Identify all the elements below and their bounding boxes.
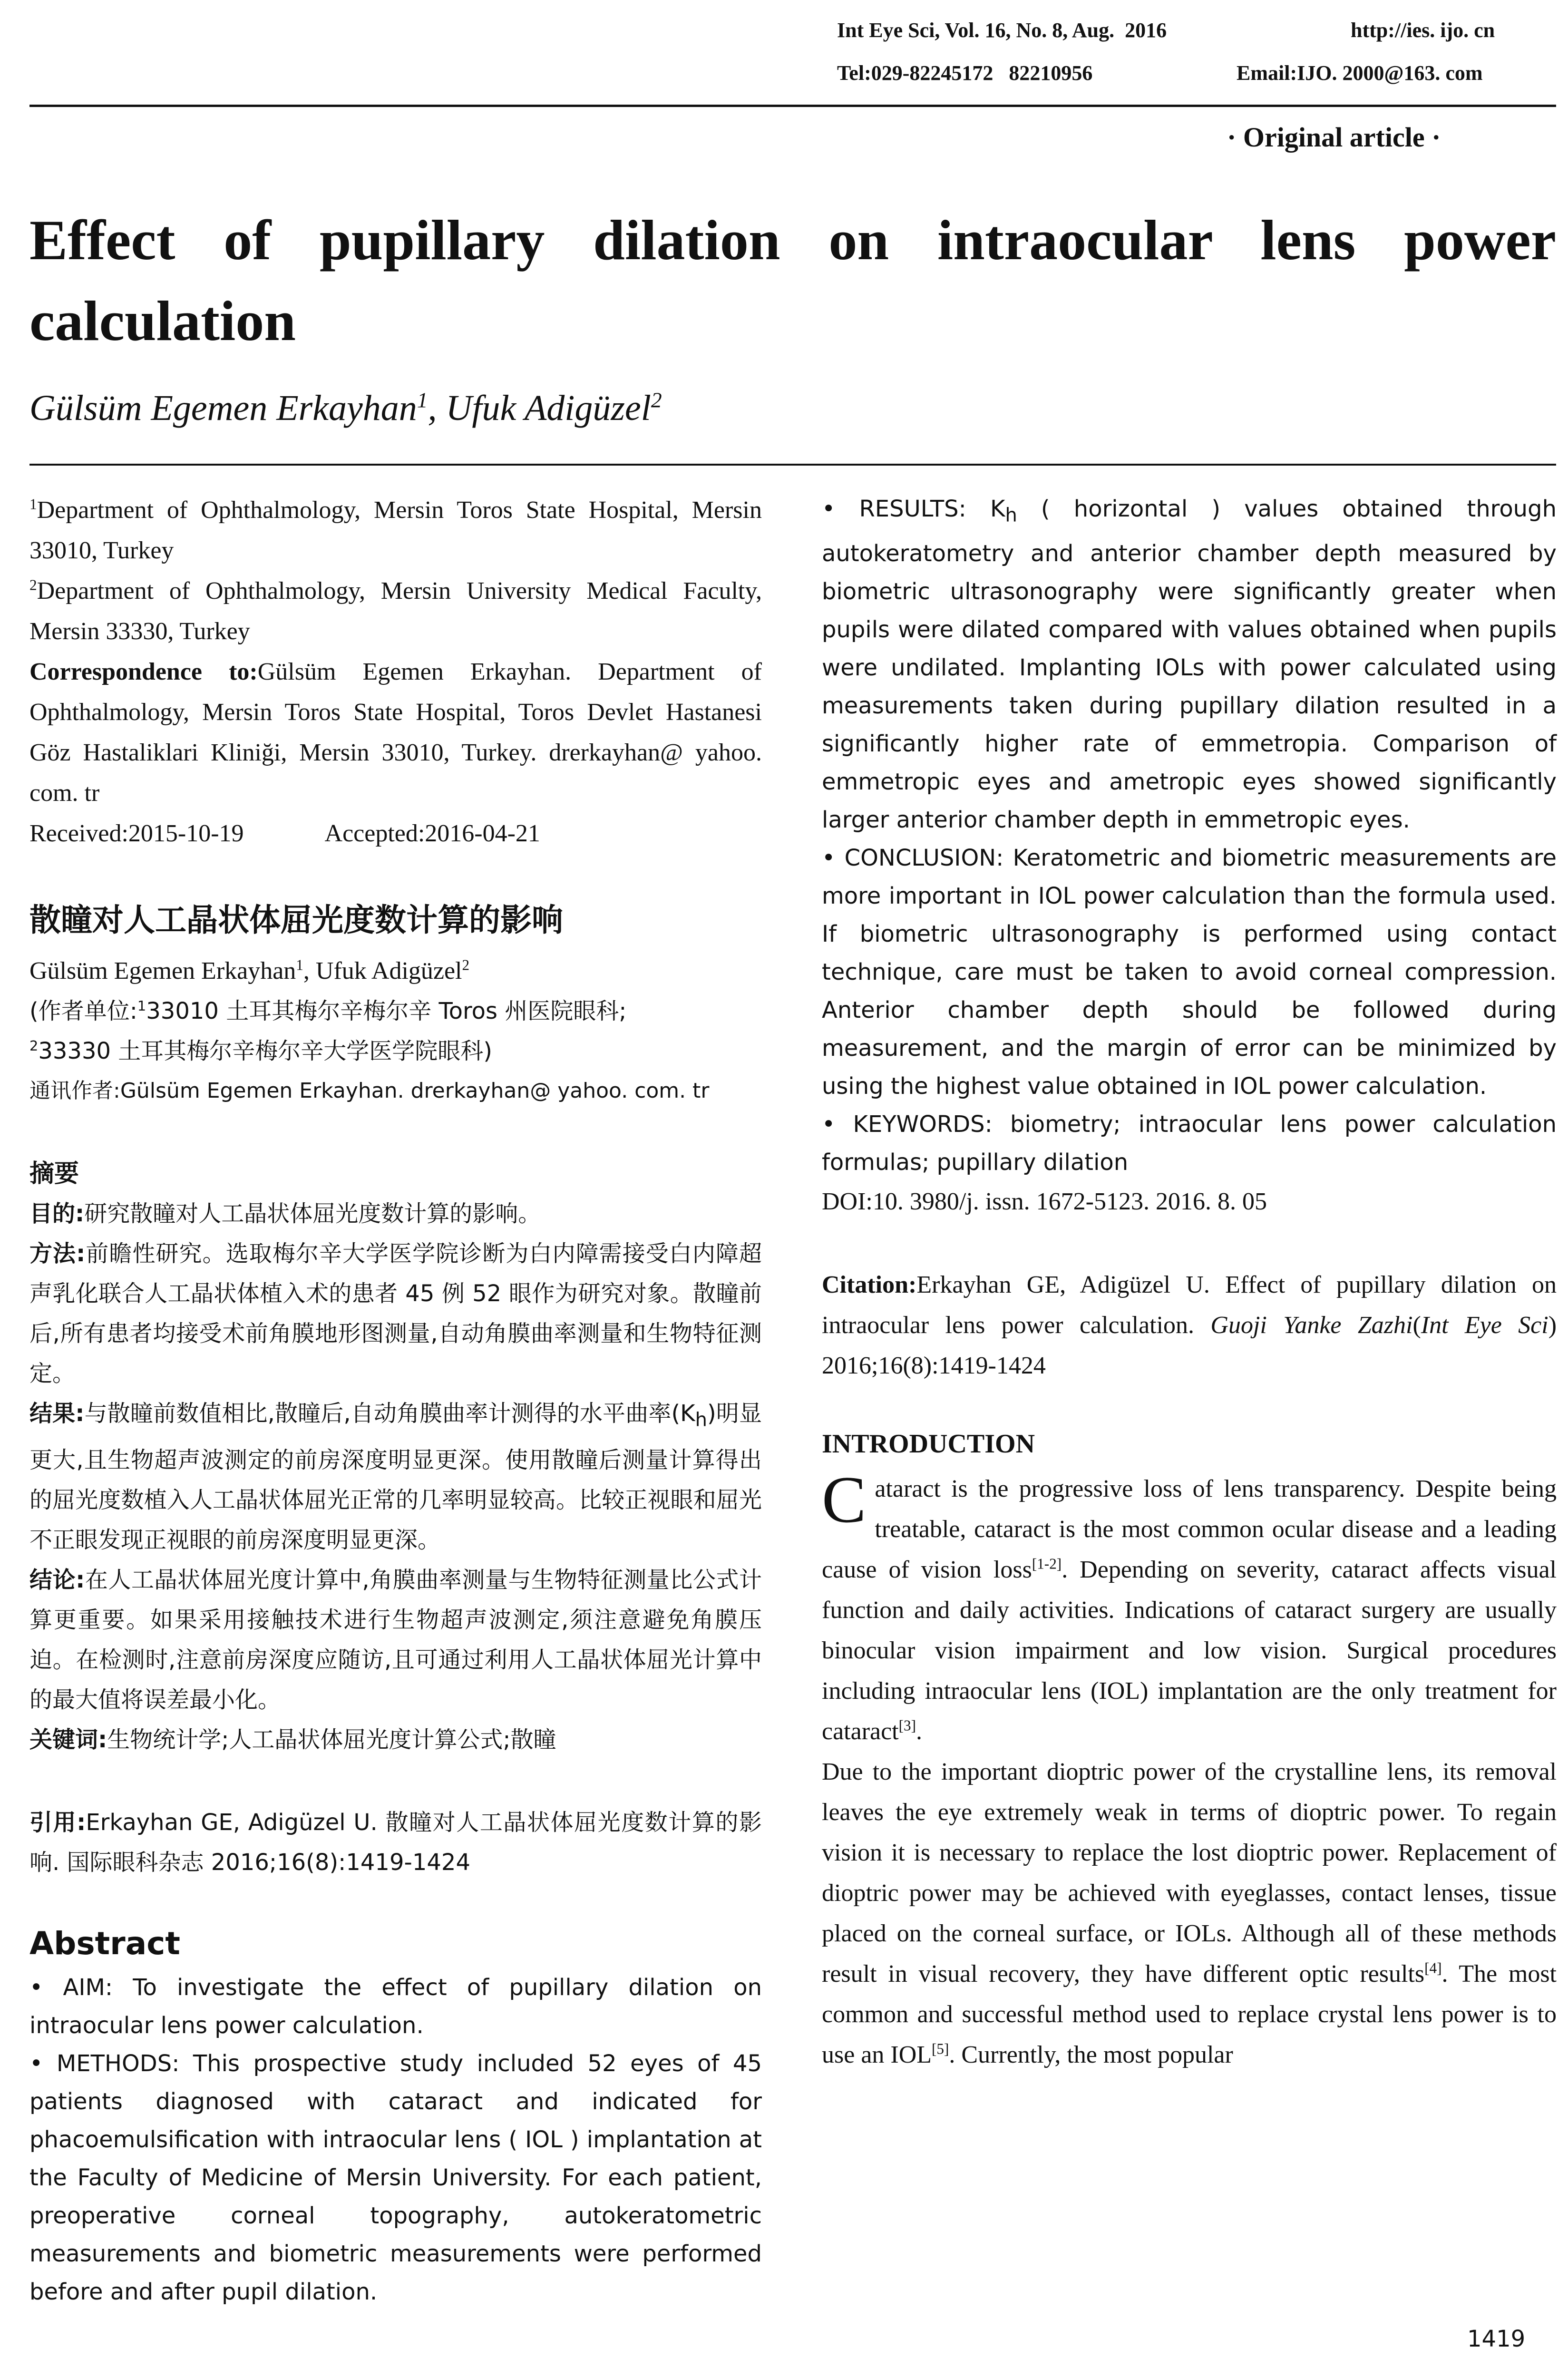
abstract-aim: • AIM: To investigate the effect of pupillary dilation on intraocular lens power calculation.: [29, 1974, 762, 2039]
journal-header-email: Email:IJO. 2000@163. com: [1237, 61, 1483, 85]
intro-p2-b: . The most common and successful method used to replace crystal lens power is to use an IOL: [822, 1960, 1557, 2068]
chinese-conclusion: [29, 1560, 762, 1720]
author-separator: ,: [428, 388, 446, 428]
chinese-affil-2: 33330 土耳其梅尔辛梅尔辛大学医学院眼科): [38, 1038, 493, 1064]
chinese-keywords-label: 关键词:: [29, 1726, 107, 1753]
affiliation-2: [29, 571, 762, 652]
abstract-conclusion: • CONCLUSION: Keratometric and biometric measurements are more important in IOL power calculation than the formula used. If biometric ultrasonography is performed using contact technique, care must be taken to avoid corneal compression. Anterior chamber depth should be followed during measurement, and the margin of error can be minimized by using the highest value obtained in IOL power calculation.: [822, 844, 1557, 1100]
chinese-citation: [29, 1802, 762, 1882]
intro-p2-c: . Currently, the most popular: [949, 2041, 1233, 2068]
chinese-authors: [29, 951, 762, 991]
chinese-methods-label: 方法:: [29, 1240, 86, 1267]
chinese-affiliations: [29, 991, 762, 1071]
affiliation-1-text: Department of Ophthalmology, Mersin Toros State Hospital, Mersin 33010, Turkey: [29, 497, 762, 564]
chinese-abstract-heading: 摘要: [29, 1159, 79, 1188]
correspondence: [29, 652, 762, 813]
intro-p1-a: ataract is the progressive loss of lens transparency. Despite being treatable, cataract is the most common ocular disease and a leading cause of vision loss: [822, 1475, 1557, 1583]
author-1: Gülsüm Egemen Erkayhan: [29, 388, 417, 428]
chinese-citation-label: 引用:: [29, 1809, 86, 1836]
chinese-conclusion-text: 在人工晶状体屈光度计算中,角膜曲率测量与生物特征测量比公式计算更重要。如果采用接触技术进行生物超声波测定,须注意避免角膜压迫。在检测时,注意前房深度应随访,且可通过利用人工晶状体屈光计算中的最大值将误差最小化。: [29, 1566, 762, 1713]
header-rule: [29, 105, 1556, 107]
journal-header-url: http://ies. ijo. cn: [1351, 19, 1495, 42]
chinese-methods: [29, 1234, 762, 1393]
citation-text-b: ) 2016;16(8):1419-1424: [822, 1311, 1557, 1379]
chinese-keywords: [29, 1720, 762, 1760]
abstract-results-text-b: ( horizontal ) values obtained through autokeratometry and anterior chamber depth measured by biometric ultrasonography were significantly greater when pupils were dilated compared with values obtained when pupils were undilated. Implanting IOLs with power calculated using measurements taken during pupillary dilation resulted in a significantly higher rate of emmetropia. Comparison of emmetropic eyes and ametropic eyes showed significantly larger anterior chamber depth in emmetropic eyes.: [822, 496, 1557, 833]
chinese-citation-text: Erkayhan GE, Adigüzel U. 散瞳对人工晶状体屈光度数计算的影响. 国际眼科杂志 2016;16(8):1419-1424: [29, 1809, 762, 1876]
intro-p1-b: . Depending on severity, cataract affects visual function and daily activities. Indications of cataract surgery are usually binocular vision impairment and low vision. Surgical procedures including intraocular lens (IOL) implantation are the only treatment for cataract: [822, 1556, 1557, 1745]
chinese-affil-prefix: (作者单位:: [29, 998, 137, 1024]
abstract-keywords: • KEYWORDS: biometry; intraocular lens power calculation formulas; pupillary dilation: [822, 1111, 1557, 1176]
chinese-results-sub: h: [695, 1409, 708, 1431]
chinese-aim: [29, 1194, 762, 1234]
affiliation-2-sup: 2: [29, 576, 37, 594]
journal-header-issue: Int Eye Sci, Vol. 16, No. 8, Aug. 2016: [837, 19, 1167, 42]
right-column: [822, 490, 1557, 2075]
accepted-date: Accepted:2016-04-21: [324, 820, 540, 847]
citation-label: Citation:: [822, 1271, 917, 1298]
page-number: 1419: [1467, 2326, 1526, 2352]
chinese-methods-text: 前瞻性研究。选取梅尔辛大学医学院诊断为白内障需接受白内障超声乳化联合人工晶状体植入术的患者 45 例 52 眼作为研究对象。散瞳前后,所有患者均接受术前角膜地形图测量,自动角膜曲率测量和生物特征测定。: [29, 1240, 762, 1387]
author-2: Ufuk Adigüzel: [446, 388, 651, 428]
dates: [29, 813, 762, 854]
correspondence-text: Gülsüm Egemen Erkayhan. Department of Ophthalmology, Mersin Toros State Hospital, Toros Devlet Hastanesi Göz Hastaliklari Kliniği, Mersin 33010, Turkey. drerkayhan@ yahoo. com. tr: [29, 658, 762, 807]
affiliation-1: [29, 490, 762, 571]
title-rule: [29, 464, 1556, 466]
correspondence-label: Correspondence to:: [29, 658, 258, 685]
abstract-heading: Abstract: [29, 1925, 180, 1962]
chinese-results-text-b: )明显更大,且生物超声波测定的前房深度明显更深。使用散瞳后测量计算得出的屈光度数植入人工晶状体屈光正常的几率明显较高。比较正视眼和屈光不正眼发现正视眼的前房深度明显更深。: [29, 1400, 762, 1553]
chinese-results-text-a: 与散瞳前数值相比,散瞳后,自动角膜曲率计测得的水平曲率(K: [84, 1400, 695, 1427]
intro-dropcap: C: [822, 1462, 867, 1537]
chinese-affil-sup2: 2: [29, 1038, 39, 1054]
intro-p1-c: .: [916, 1717, 922, 1745]
chinese-author-2: , Ufuk Adigüzel: [303, 957, 462, 984]
chinese-author-1-sup: 1: [296, 956, 303, 974]
chinese-affil-sup1: 1: [137, 998, 146, 1014]
received-date: Received:2015-10-19: [29, 820, 244, 847]
citation-journal: Guoji Yanke Zazhi: [1210, 1311, 1413, 1339]
author-list: [29, 388, 662, 429]
intro-p1-ref2: [3]: [898, 1717, 916, 1734]
chinese-keywords-text: 生物统计学;人工晶状体屈光度计算公式;散瞳: [107, 1726, 556, 1753]
intro-p2-ref2: [5]: [932, 2040, 949, 2057]
chinese-author-1: Gülsüm Egemen Erkayhan: [29, 957, 296, 984]
affiliation-2-text: Department of Ophthalmology, Mersin University Medical Faculty, Mersin 33330, Turkey: [29, 577, 762, 645]
citation-text-a: Erkayhan GE, Adigüzel U. Effect of pupillary dilation on intraocular lens power calculation.: [822, 1271, 1557, 1339]
article-type: · Original article ·: [1227, 122, 1441, 153]
chinese-correspondence: 通讯作者:Gülsüm Egemen Erkayhan. drerkayhan@ yahoo. com. tr: [29, 1079, 710, 1103]
citation-paren: (: [1412, 1311, 1421, 1339]
intro-p1-ref1: [1-2]: [1032, 1555, 1062, 1572]
left-column: [29, 490, 762, 2311]
doi: DOI:10. 3980/j. issn. 1672-5123. 2016. 8. 05: [822, 1188, 1267, 1215]
article-title: Effect of pupillary dilation on intraocular lens power calculation: [29, 208, 1556, 352]
abstract-results-text-a: • RESULTS: K: [822, 496, 1005, 522]
author-1-sup: 1: [417, 388, 428, 412]
abstract-results: [822, 490, 1557, 839]
citation-journal-en: Int Eye Sci: [1421, 1311, 1549, 1339]
abstract-results-sub: h: [1005, 504, 1017, 526]
intro-p2-ref1: [4]: [1424, 1959, 1442, 1977]
intro-paragraph-2: [822, 1752, 1557, 2075]
chinese-author-2-sup: 2: [462, 956, 470, 974]
journal-header-tel: Tel:029-82245172 82210956: [837, 61, 1093, 85]
chinese-title: 散瞳对人工晶状体屈光度数计算的影响: [29, 902, 563, 938]
intro-paragraph-1: [822, 1462, 1557, 1752]
chinese-aim-text: 研究散瞳对人工晶状体屈光度数计算的影响。: [84, 1200, 541, 1227]
chinese-affil-1: 33010 土耳其梅尔辛梅尔辛 Toros 州医院眼科;: [146, 998, 627, 1024]
affiliation-1-sup: 1: [29, 496, 37, 513]
introduction-heading: INTRODUCTION: [822, 1429, 1035, 1459]
chinese-results-label: 结果:: [29, 1400, 85, 1427]
abstract-methods: • METHODS: This prospective study included 52 eyes of 45 patients diagnosed with cataract and indicated for phacoemulsification with intraocular lens ( IOL ) implantation at the Faculty of Medicine of Mersin University. For each patient, preoperative corneal topography, autokeratometric measurements and biometric measurements were performed before and after pupil dilation.: [29, 2050, 762, 2305]
citation: [822, 1265, 1557, 1386]
author-2-sup: 2: [651, 388, 662, 412]
intro-p2-a: Due to the important dioptric power of the crystalline lens, its removal leaves the eye extremely weak in terms of dioptric power. To regain vision it is necessary to replace the lost dioptric power. Replacement of dioptric power may be achieved with eyeglasses, contact lenses, tissue placed on the corneal surface, or IOLs. Although all of these methods result in visual recovery, they have different optic results: [822, 1758, 1557, 1987]
chinese-results: [29, 1393, 762, 1560]
chinese-conclusion-label: 结论:: [29, 1566, 85, 1593]
chinese-aim-label: 目的:: [29, 1200, 85, 1227]
